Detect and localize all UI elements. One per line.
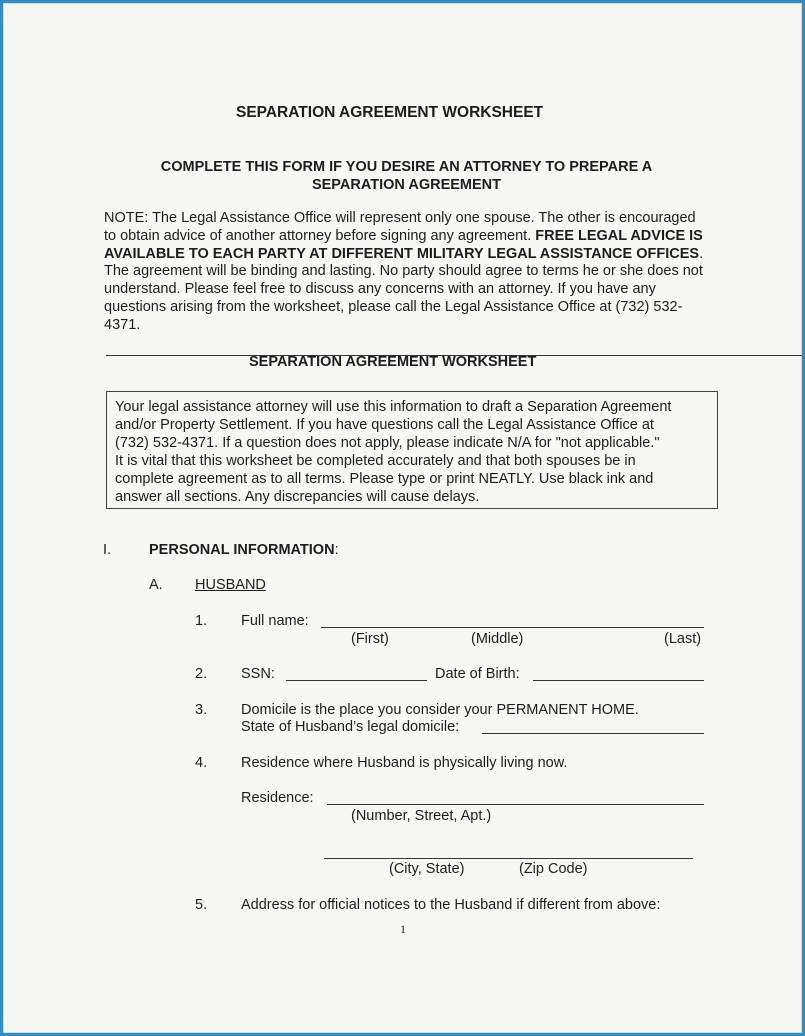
part-heading-text: PERSONAL INFORMATION bbox=[149, 542, 335, 558]
dob-label: Date of Birth: bbox=[435, 666, 520, 682]
q3-number: 3. bbox=[195, 702, 208, 718]
q1-middle-caption: (Middle) bbox=[471, 631, 524, 647]
note-bold-text: FREE LEGAL ADVICE IS AVAILABLE TO EACH PARTY AT DIFFERENT MILITARY LEGAL ASSISTANCE OFFICES bbox=[104, 227, 703, 262]
street-caption: (Number, Street, Apt.) bbox=[351, 808, 492, 824]
q1-number: 1. bbox=[195, 613, 208, 629]
note-paragraph bbox=[104, 210, 704, 335]
domicile-field[interactable] bbox=[482, 733, 704, 734]
part-heading-colon: : bbox=[334, 542, 339, 558]
residence-label: Residence: bbox=[241, 790, 314, 806]
subpart-letter: A. bbox=[149, 577, 163, 593]
zip-caption: (Zip Code) bbox=[519, 861, 588, 877]
subpart-heading: HUSBAND bbox=[195, 577, 266, 593]
instructions-line: It is vital that this worksheet be completed accurately and that both spouses be in bbox=[115, 453, 636, 469]
instructions-line: Your legal assistance attorney will use this information to draft a Separation Agreement bbox=[115, 399, 672, 415]
note-text-2: . The agreement will be binding and lasting. No party should agree to terms he or she does not understand. Please feel free to discuss any concerns with an attorney. If you have any questions arising from the worksheet, please call the Legal Assistance Office at (732) 532-4371. bbox=[104, 245, 704, 333]
city-caption: (City, State) bbox=[389, 861, 465, 877]
dob-field[interactable] bbox=[533, 680, 704, 681]
instructions-box bbox=[106, 391, 718, 509]
q4-text: Residence where Husband is physically living now. bbox=[241, 755, 568, 771]
full-name-field[interactable] bbox=[321, 627, 704, 628]
document-title: SEPARATION AGREEMENT WORKSHEET bbox=[236, 104, 544, 121]
q3-text-line-1: Domicile is the place you consider your PERMANENT HOME. bbox=[241, 702, 639, 718]
residence-street-field[interactable] bbox=[327, 804, 704, 805]
instructions-line: answer all sections. Any discrepancies will cause delays. bbox=[115, 489, 480, 505]
page-number: 1 bbox=[400, 922, 406, 936]
note-text-1: NOTE: The Legal Assistance Office will represent only one spouse. The other is encouraged to obtain advice of another attorney before signing any agreement. bbox=[104, 210, 696, 244]
instructions-line: (732) 532-4371. If a question does not apply, please indicate N/A for "not applicable." bbox=[115, 435, 660, 451]
q1-first-caption: (First) bbox=[351, 631, 389, 647]
section-title: SEPARATION AGREEMENT WORKSHEET bbox=[249, 354, 537, 370]
subtitle-line-1: COMPLETE THIS FORM IF YOU DESIRE AN ATTORNEY TO PREPARE A bbox=[160, 159, 653, 175]
q1-label: Full name: bbox=[241, 613, 309, 629]
subtitle-line-2: SEPARATION AGREEMENT bbox=[311, 177, 502, 193]
q1-last-caption: (Last) bbox=[664, 631, 702, 647]
document-page bbox=[3, 3, 802, 1033]
q5-number: 5. bbox=[195, 897, 208, 913]
q4-number: 4. bbox=[195, 755, 208, 771]
q2-number: 2. bbox=[195, 666, 208, 682]
part-numeral: I. bbox=[103, 542, 112, 558]
residence-city-field[interactable] bbox=[324, 858, 693, 859]
ssn-field[interactable] bbox=[286, 680, 427, 681]
q3-text-line-2: State of Husband’s legal domicile: bbox=[241, 719, 460, 735]
instructions-line: and/or Property Settlement. If you have questions call the Legal Assistance Office at bbox=[115, 417, 654, 433]
part-heading bbox=[149, 542, 339, 558]
q5-text: Address for official notices to the Husband if different from above: bbox=[241, 897, 661, 913]
ssn-label: SSN: bbox=[241, 666, 275, 682]
instructions-line: complete agreement as to all terms. Please type or print NEATLY. Use black ink and bbox=[115, 471, 654, 487]
